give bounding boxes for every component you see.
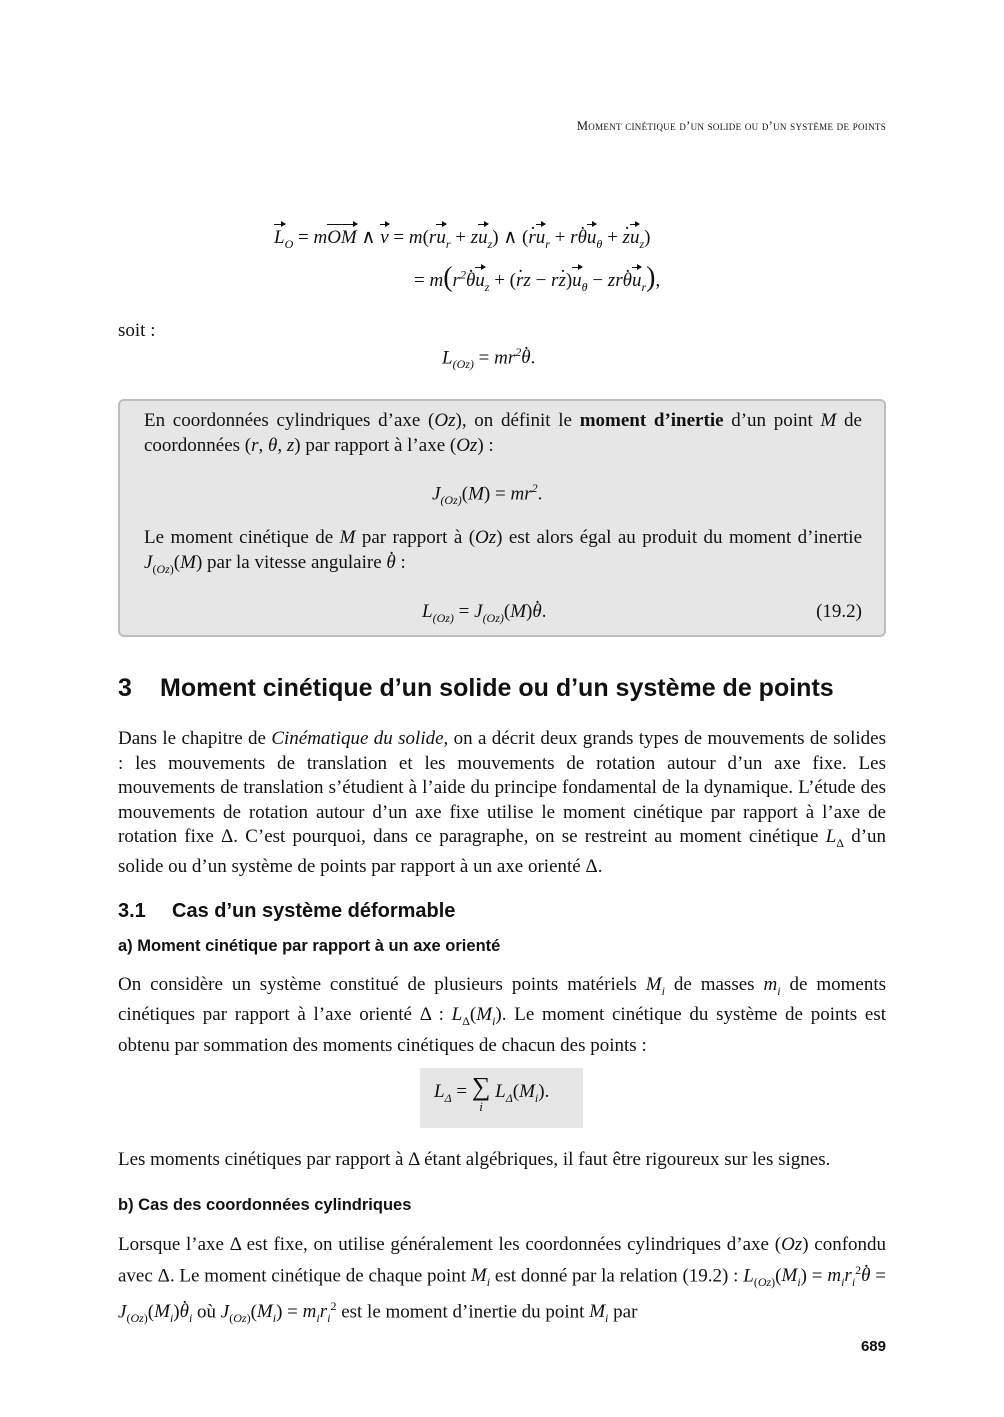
intro-paragraph: Dans le chapitre de Cinématique du solide, on a décrit deux grands types de mouvements de solides : les mouvements de translation et les mouvements de rotation autour d’un axe fixe. Les mouvements de translation s’étudient à l’aide du principe fondamental de la dynamique. L’étude des mouvements de rotation autour d’un axe fixe utilise le moment cinétique par rapport à l’axe de rotation fixe Δ. C’est pourquoi, dans ce paragraphe, on se restreint au moment cinétique $L_\Delta$ d’un solide ou d’un système de points par rapport à un axe orienté Δ. (118, 728, 887, 878)
section-3-heading: 3 Moment cinétique d’un solide ou d’un système de points (118, 674, 834, 702)
equation-sum: $L_\Delta$ = ∑ i $L_\Delta(M_i)$. (434, 1072, 550, 1114)
equation-J-Oz: $J_{(Oz)}(M) = mr^2$. (432, 481, 543, 508)
equation-number: (19.2) (816, 601, 862, 622)
running-header: Moment cinétique d’un solide ou d’un système de points (576, 119, 886, 133)
subsection-a-heading: a) Moment cinétique par rapport à un axe orienté (118, 937, 501, 955)
equation-angular-momentum-line1: $L_O$ = mOM ∧ $v = m(ru_r + zu_z)$ ∧ (r $.u_r + r\theta$ $.u_\theta + z$ $.u_z$) (274, 226, 650, 252)
paragraph-b: Lorsque l’axe Δ est fixe, on utilise généralement les coordonnées cylindriques d’axe (Oz) confondu avec Δ. Le moment cinétique de chaque point $M_i$ est donné par la relation (19.2) : $L_{(Oz)}(M_i) = m_ir_i^2\theta$ . = $J_{(Oz)}(M_i)\theta$ $._i$ où $J_{(Oz)}(M_i) = m_ir_i^2$ est le moment d’inertie du point $M_i$ par (118, 1233, 886, 1331)
equation-L-Oz-J: $L_{(Oz)} = J_{(Oz)}(M)\theta$ .. (422, 601, 546, 626)
definition-box (118, 399, 886, 637)
page-number: 689 (860, 1338, 886, 1355)
paragraph-a: On considère un système constitué de plusieurs points matériels $M_i$ de masses $m_i$ de moments cinétiques par rapport à l’axe orienté Δ : $L_\Delta(M_i)$. Le moment cinétique du système de points est obtenu par sommation des moments cinétiques de chacun des points : (118, 974, 886, 1056)
equation-L-Oz: $L_{(Oz)} = mr^2\theta$ .. (442, 345, 535, 372)
box-paragraph-2: Le moment cinétique de M par rapport à (Oz) est alors égal au produit du moment d’inertie $J_{(Oz)}(M)$ par la vitesse angulaire θ . : (144, 526, 862, 581)
soit-label: soit : (118, 320, 156, 341)
box-paragraph-1: En coordonnées cylindriques d’axe (Oz), on définit le moment d’inertie d’un point M de coordonnées (r, θ, z) par rapport à l’axe (Oz) : (144, 410, 862, 456)
equation-angular-momentum-line2: = $m(r^2\theta$ $.u_z + (r$ .z − rz $.)u_\theta - zr\theta$ $.u_r$), (414, 262, 660, 295)
section-3-1-heading: 3.1 Cas d’un système déformable (118, 900, 456, 922)
subsection-b-heading: b) Cas des coordonnées cylindriques (118, 1196, 412, 1214)
paragraph-signs: Les moments cinétiques par rapport à Δ étant algébriques, il faut être rigoureux sur les signes. (118, 1149, 831, 1170)
